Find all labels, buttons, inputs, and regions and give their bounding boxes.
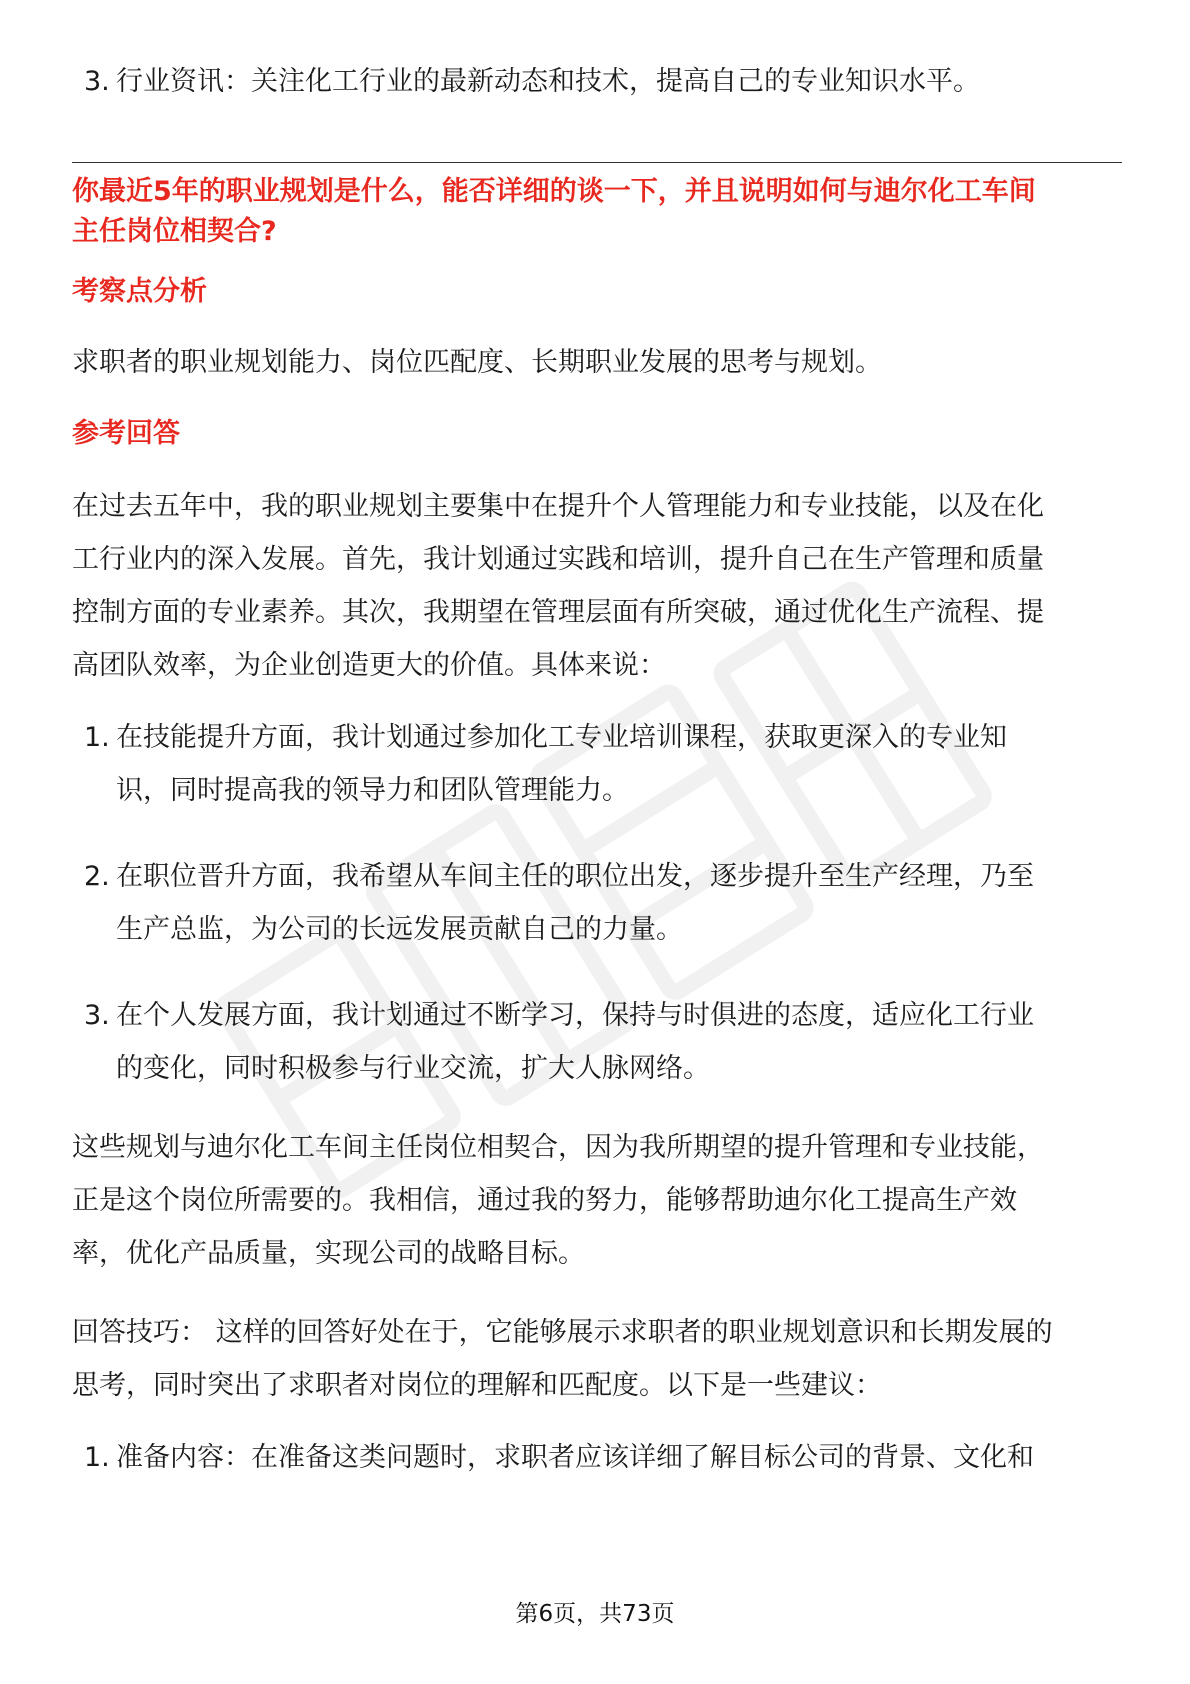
answer-item-1-line-1: 在技能提升方面，我计划通过参加化工专业培训课程，获取更深入的专业知 bbox=[116, 722, 1007, 753]
conclusion-line-1: 这些规划与迪尔化工车间主任岗位相契合，因为我所期望的提升管理和专业技能， bbox=[72, 1132, 1044, 1163]
answer-item-1-number: 1. bbox=[84, 722, 110, 753]
answer-item-2-line-2: 生产总监，为公司的长远发展贡献自己的力量。 bbox=[116, 914, 683, 945]
tips-item-1-text: 准备内容：在准备这类问题时，求职者应该详细了解目标公司的背景、文化和 bbox=[116, 1442, 1034, 1473]
answer-item-3-line-1: 在个人发展方面，我计划通过不断学习，保持与时俱进的态度，适应化工行业 bbox=[116, 1000, 1034, 1031]
answer-heading: 参考回答 bbox=[72, 418, 180, 449]
question-line-1: 你最近5年的职业规划是什么，能否详细的谈一下，并且说明如何与迪尔化工车间 bbox=[72, 176, 1036, 207]
answer-item-3-number: 3. bbox=[84, 1000, 110, 1031]
analysis-heading: 考察点分析 bbox=[72, 276, 207, 307]
page-number: 第6页，共73页 bbox=[515, 1601, 675, 1627]
tips-line-1: 回答技巧： 这样的回答好处在于，它能够展示求职者的职业规划意识和长期发展的 bbox=[72, 1317, 1053, 1348]
section-divider bbox=[72, 162, 1122, 163]
analysis-text: 求职者的职业规划能力、岗位匹配度、长期职业发展的思考与规划。 bbox=[72, 347, 882, 378]
question-line-2: 主任岗位相契合? bbox=[72, 216, 277, 247]
answer-item-2-number: 2. bbox=[84, 861, 110, 892]
prev-item-number: 3. bbox=[84, 66, 110, 97]
answer-intro-line-2: 工行业内的深入发展。首先，我计划通过实践和培训，提升自己在生产管理和质量 bbox=[72, 544, 1044, 575]
prev-item-text: 行业资讯：关注化工行业的最新动态和技术，提高自己的专业知识水平。 bbox=[116, 66, 980, 97]
conclusion-line-2: 正是这个岗位所需要的。我相信，通过我的努力，能够帮助迪尔化工提高生产效 bbox=[72, 1185, 1017, 1216]
answer-item-2-line-1: 在职位晋升方面，我希望从车间主任的职位出发，逐步提升至生产经理，乃至 bbox=[116, 861, 1034, 892]
conclusion-line-3: 率，优化产品质量，实现公司的战略目标。 bbox=[72, 1238, 585, 1269]
tips-line-2: 思考，同时突出了求职者对岗位的理解和匹配度。以下是一些建议： bbox=[72, 1370, 882, 1401]
answer-item-3-line-2: 的变化，同时积极参与行业交流，扩大人脉网络。 bbox=[116, 1053, 710, 1084]
answer-item-1-line-2: 识，同时提高我的领导力和团队管理能力。 bbox=[116, 775, 629, 806]
answer-intro-line-3: 控制方面的专业素养。其次，我期望在管理层面有所突破，通过优化生产流程、提 bbox=[72, 597, 1044, 628]
tips-item-1-number: 1. bbox=[84, 1442, 110, 1473]
answer-intro-line-4: 高团队效率，为企业创造更大的价值。具体来说： bbox=[72, 650, 666, 681]
answer-intro-line-1: 在过去五年中，我的职业规划主要集中在提升个人管理能力和专业技能，以及在化 bbox=[72, 491, 1044, 522]
